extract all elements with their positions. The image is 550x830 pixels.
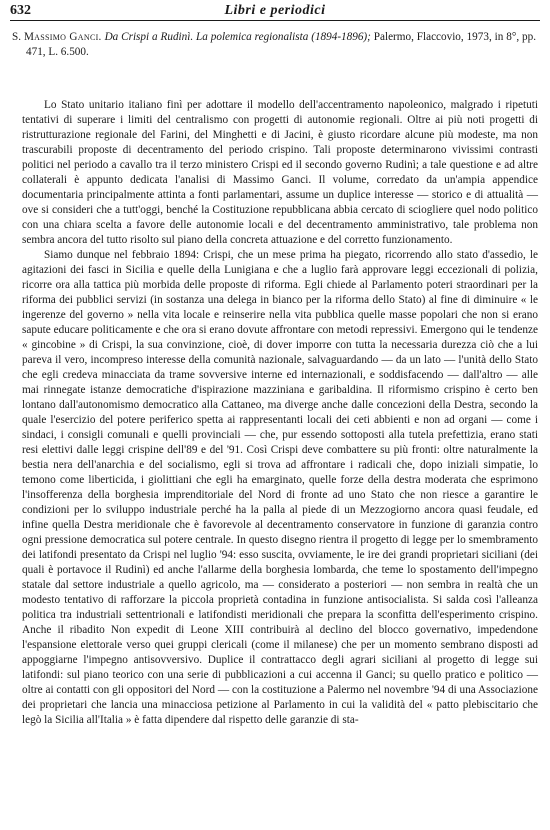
review-body	[22, 98, 538, 728]
running-head: Libri e periodici	[224, 3, 326, 18]
citation-prefix: S.	[12, 31, 22, 43]
book-citation	[12, 30, 536, 60]
citation-title: Da Crispi a Rudinì. La polemica regionalista (1894-1896);	[104, 31, 371, 43]
page-number: 632	[10, 3, 31, 18]
citation-publisher: Palermo, Flaccovio, 1973, in 8°, pp. 471, L. 6.500.	[26, 31, 537, 58]
paragraph-1: Lo Stato unitario italiano finì per adottare il modello dell'accentramento napoleonico, malgrado i ripetuti tentativi di superare i limiti del centralismo con progetti di autonomie regionali. Oltre ai più noti progetti di ristrutturazione regionale del Farini, del Minghetti e di Jacini, è giusto ricordare alcune più modeste, ma non trascurabili proposte di decentramento del periodo crispino. Tali proposte determinarono vivissimi contrasti politici nel periodo a cavallo tra il terzo ministero Crispi ed il secondo governo Rudinì; a tale questione e ad altre collaterali è appunto dedicata l'analisi di Massimo Ganci. Il volume, corredato da un'ampia appendice documentaria principalmente attinta a fonti parlamentari, assume un duplice interesse — storico e di attualità — ove si consideri che a tutt'oggi, benché la Costituzione repubblicana abbia cercato di sciogliere quel nodo politico con una chiara scelta a favore delle autonomie locali e del decentramento amministrativo, tale problema non sembra ancora del tutto risolto sul piano della concreta attuazione e del corretto funzionamento.	[22, 99, 538, 246]
citation-author: Massimo Ganci.	[23, 31, 102, 43]
paragraph-2: Siamo dunque nel febbraio 1894: Crispi, che un mese prima ha piegato, ricorrendo allo stato d'assedio, le agitazioni dei fasci in Sicilia e quelle della Lunigiana e che a luglio farà approvare leggi eccezionali di polizia, ricorre ora alla tattica più morbida delle proposte di riforma. Egli chiede al Parlamento poteri straordinari per la riforma dei pubblici servizi (in sostanza una delega in bianco per la riforma dello Stato) al fine di diminuire « le ingerenze del governo » nella vita locale e reinserire nella vita pubblica quelle masse popolari che non si erano sapute educare politicamente e che ora si erano dovute affrontare con metodi repressivi. Emergono qui le tendenze « gincobine » di Crispi, la sua convinzione, cioè, di dover imporre con tutta la necessaria durezza ciò che a lui pareva il vero, incompreso interesse della comunità nazionale, salvaguardando — da un lato — l'unità dello Stato che egli credeva minacciata da trame sovversive interne ed internazionali, e soddisfacendo — dall'altro — alle mai rinnegate istanze democratiche d'ispirazione mazziniana e garibaldina. Il riformismo crispino è certo ben lontano dall'autonomismo democratico alla Cattaneo, ma diverge anche dalle concezioni della Destra, secondo la quale l'esercizio del potere periferico spetta ai rappresentanti locali dei ceti abbienti e non ad organi — come i sindaci, i consigli comunali e quelli provinciali — che, pur essendo sottoposti alla tutela prefettizia, erano stati resi elettivi dalle leggi crispine dell'89 e del '91. Così Crispi deve combattere su più fronti: oltre naturalmente la bestia nera dell'anarchia e del socialismo, egli si trova ad affrontare i radicali che, dopo iniziali simpatie, lo temono come liberticida, i giolittiani che egli ha emarginato, quelle forze della destra moderata che esprimono l'insofferenza della borghesia imprenditoriale del Nord di fronte ad uno Stato che non riesce a garantire le condizioni per lo sviluppo industriale perché ha la palla al piede di un Mezzogiorno ancora quasi feudale, ed infine quella Destra meridionale che è favorevole al decentramento conservatore in funzione di garanzia contro ogni pressione democratica sul potere centrale. In questo disegno rientra il progetto di legge per lo smembramento dei latifondi presentato da Crispi nel luglio '94: esso suscita, ovviamente, le ire dei grandi proprietari siciliani (dei quali è portavoce il Rudinì) ed anche l'allarme della borghesia lombarda, che teme lo spostamento dell'impegno statale dal settore industriale a quello agricolo, ma — considerato a posteriori — non sembra in realtà che un modesto tentativo di rafforzare la piccola proprietà contadina in funzione antisocialista. Si salda così l'alleanza politica tra industriali settentrionali e latifondisti meridionali che prepara la sconfitta dell'esperimento crispino. Anche il ribadito Non expedit di Leone XIII contribuirà al declino del blocco governativo, impedendone l'espansione elettorale verso quei gruppi clericali (come il milanese) che per un momento sembrano disposti ad appoggiarne l'impegno antisovversivo. Duplice il contrattacco degli agrari siciliani al progetto di legge sui latifondi: sul piano teorico con una serie di pubblicazioni a cui accenna il Ganci; su quello pratico e politico — oltre ai contatti con gli oppositori del Nord — con la costituzione a Palermo nel novembre '94 di una Associazione dei proprietari che lancia una minacciosa petizione al Parlamento in cui la validità del « patto plebiscitario che legò la Sicilia all'Italia » è fatta dipendere dal rispetto delle garanzie di sta-	[22, 249, 538, 726]
page-header	[10, 0, 540, 21]
